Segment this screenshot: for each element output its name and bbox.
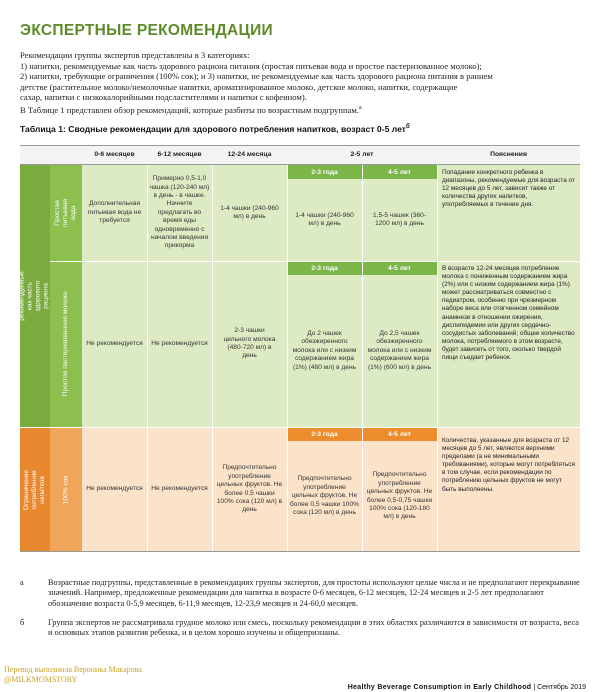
juice-explanation: Количества, указанные для возраста от 12 месяцев до 5 лет, являются верхними пределами (а не минимальными требованиями), которые могут потребляться в том случае, если рекомендации по потреблению цельных фруктов не могут быть выполнены. [442,437,575,493]
row-label-juice: 100% сок [50,427,82,552]
subheader-2-3-years: 2-3 года [287,261,362,275]
grid-line [147,165,148,552]
footnote-ref[interactable]: a [358,104,362,111]
juice-2-3: Предпочтительно употребление цельных фруктов. Не более 0,5 чашки 100% сока (120 мл) в день [290,475,359,517]
milk-6-12: Не рекомендуется [151,339,208,347]
grid-line [362,165,363,552]
milk-0-6: Не рекомендуется [86,339,143,347]
intro-line: 2) напитки, требующие ограничения (100% сок); и 3) напитки, не рекомендуемые как часть здорового рациона питания в раннем [20,71,493,82]
subheader-2-3-years: 2-3 года [287,165,362,179]
milk-explanation: В возрасте 12-24 месяцев потребление молока с пониженным содержанием жира (2%) или с низким содержанием жира (1%) может рассматриваться совместно с педиатром, особенно при чрезмерном наборе веса или отягченном семейном анамнезе в отношении ожирения, дислипидемии или других сердечно-сосудистых заболеваний; общее количество молока, потребляемого в этом возрасте, будет зависеть от того, сколько твердой пищи съедает ребенок. [442,265,575,362]
footnote-ref[interactable]: б [405,124,410,131]
milk-2-3: До 2 чашек обезжиренного молока или с низким содержанием жира (1%) (480 мл) в день [292,329,357,371]
juice-6-12: Не рекомендуется [151,485,208,493]
section-title: ЭКСПЕРТНЫЕ РЕКОМЕНДАЦИИ [20,22,273,39]
footnote-b [20,618,580,639]
grid-line [212,165,213,552]
subheader-2-3-years: 2-3 года [287,427,362,441]
header-2-5-years: 2-5 лет [350,150,374,158]
footnote-text: Возрастные подгруппы, представленные в рекомендациях группы экспертов, для простоты используют целые числа и не предполагают перекрывание значений. Например, предложенные рекомендации для напитка в возрасте 0-6 месяцев, 6-12 месяцев, 12-24 месяцев и 2-5 лет предполагают обозначение возраста 0-5,9 месяцев, 6-11,9 месяцев, 12-23,9 месяцев и 24-60,0 месяцев. [48,578,580,608]
subheader-4-5-years: 4-5 лет [362,261,437,275]
intro-line: сахар, напитки с низкокалорийными подсластителями и напитки с кофеином). [20,92,307,103]
grid-line [287,165,288,552]
grid-line [437,165,438,552]
water-0-6: Дополнительная питьевая вода не требуется [87,200,142,225]
group-recommended: Напитки, рекомендуемые как часть здорового рациона [20,165,50,427]
header-12-24-months: 12-24 месяца [227,150,272,158]
grid-line [50,261,580,262]
footnote-text: Группа экспертов не рассматривала грудное молоко или смесь, поскольку рекомендации в этих областях различаются в зависимости от возраста, веса и основных этапов развития ребенка, и в целом хорошо изучены и общепризнаны. [48,617,579,638]
footnote-mark: a [20,578,24,587]
juice-0-6: Не рекомендуется [86,485,143,493]
intro-line: В Таблице 1 представлен обзор рекомендаций, которые разбиты по возрастным подгруппам.$^a$ [20,104,362,115]
page-footer [348,684,586,691]
subheader-4-5-years: 4-5 лет [362,165,437,179]
row-label-milk: Простое пастеризованное молоко [50,261,82,427]
header-explanations: Пояснения [490,150,527,158]
grid-line [20,427,580,428]
water-6-12: Примерно 0,5-1,0 чашка (120-240 мл) в день - в чашке. Начните предлагать во время еды одновременно с началом введения прикорма [149,175,210,250]
milk-4-5: До 2,5 чашек обезжиренного молока или с низким содержанием жира (1%) (600 мл) в день [367,329,432,371]
header-6-12-months: 6-12 месяцев [157,150,202,158]
water-4-5: 1,5-5 чашек (360-1200 мл) в день [372,211,427,227]
footnotes [20,578,580,647]
water-explanation: Попадание конкретного ребенка в диапазоны, рекомендуемые для возраста от 12 месяцев до 5 лет, зависит также от количества других напитков, употребляемых в течение дня. [442,169,575,209]
recommendations-table [11,145,580,552]
table-bottom-rule [20,551,580,552]
intro-line: 1) напитки, рекомендуемые как часть здорового рациона питания (простая питьевая вода и простое пастеризованное молоко); [20,60,482,71]
intro-line: Рекомендации группы экспертов представлены в 3 категориях: [20,50,250,60]
credit-handle[interactable]: @MILKMOMSTORY [4,674,78,684]
juice-4-5: Предпочтительно употребление цельных фруктов. Не более 0,5-0,75 чашки 100% сока (120-180 мл) в день [366,471,433,521]
intro-line: детстве (растительное молоко/немолочные напитки, ароматизированное молоко, детское молоко, напитки, содержащие [20,81,458,92]
intro-text [20,50,580,115]
row-label-water: Простая питьевая вода [50,165,82,261]
footnote-mark: б [20,617,25,627]
group-limited: Ограничение потребления напитков [20,427,50,552]
credit-line: Перевод выполнила Вероника Макарова [4,665,142,674]
footer-separator: | [533,684,538,691]
milk-12-24: 2-3 чашки цельного молока (480-720 мл) в день [223,327,276,360]
footer-title: Healthy Beverage Consumption in Early Childhood [347,684,532,691]
water-2-3: 1-4 чашки (240-960 мл) в день [295,211,354,227]
juice-12-24: Предпочтительно употребление цельных фруктов. Не более 0,5 чашки 100% сока (120 мл) в день [216,464,283,514]
table-caption: Таблица 1: Сводные рекомендации для здорового потребления напитков, возраст 0-5 лет$^б$ [20,124,410,134]
translator-credit [4,665,142,684]
footnote-a [20,578,580,609]
header-0-6-months: 0-6 месяцев [94,150,135,158]
subheader-4-5-years: 4-5 лет [362,427,437,441]
footer-date: Сентябрь 2019 [537,684,586,691]
water-12-24: 1-4 чашки (240-960 мл) в день [220,204,279,220]
